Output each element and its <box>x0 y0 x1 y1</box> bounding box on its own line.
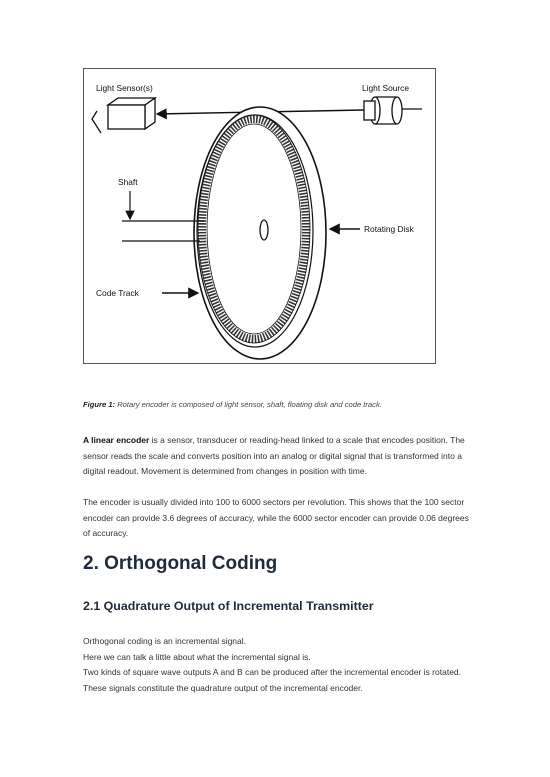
figure-caption-label: Figure 1: <box>83 400 116 409</box>
section-heading: 2. Orthogonal Coding <box>83 553 278 574</box>
linear-encoder-paragraph <box>83 433 475 480</box>
linear-encoder-term: A linear encoder <box>83 435 150 445</box>
light-source-label: Light Source <box>362 83 410 93</box>
figure-caption-text: Rotary encoder is composed of light sensor, shaft, floating disk and code track. <box>117 400 382 409</box>
linear-encoder-text: is a sensor, transducer or reading-head linked to a scale that encodes position. The sensor reads the scale and converts position into an analog or digital signal that is transformed into a digital readout. Movement is determined from changes in position with time. <box>83 435 465 477</box>
subsection-heading: 2.1 Quadrature Output of Incremental Transmitter <box>83 599 374 613</box>
light-sensor-label: Light Sensor(s) <box>96 83 153 93</box>
light-sensor-box <box>108 98 155 129</box>
sensor-cable <box>92 111 101 133</box>
rotating-disk-label: Rotating Disk <box>364 224 414 234</box>
sectors-paragraph: The encoder is usually divided into 100 to 6000 sectors per revolution. This shows that the 100 sector encoder can provide 3.6 degrees of accuracy, while the 6000 sector encoder can provide 0.06 degrees of accuracy. <box>83 497 469 539</box>
rotating-disk <box>194 107 326 359</box>
incremental-signal-paragraph: Here we can talk a little about what the incremental signal is. <box>83 652 311 662</box>
orthogonal-coding-paragraph: Orthogonal coding is an incremental signal. <box>83 636 247 646</box>
shaft <box>122 221 204 241</box>
light-source <box>364 97 422 124</box>
encoder-figure <box>83 68 436 364</box>
code-track-label: Code Track <box>96 288 139 298</box>
quadrature-output-paragraph: Two kinds of square wave outputs A and B can be produced after the incremental encoder is rotated. These signals constitute the quadrature output of the incremental encoder. <box>83 667 462 693</box>
shaft-hole <box>260 220 268 240</box>
shaft-label: Shaft <box>118 177 138 187</box>
figure-caption <box>83 400 503 409</box>
rotary-encoder-diagram <box>84 69 437 365</box>
